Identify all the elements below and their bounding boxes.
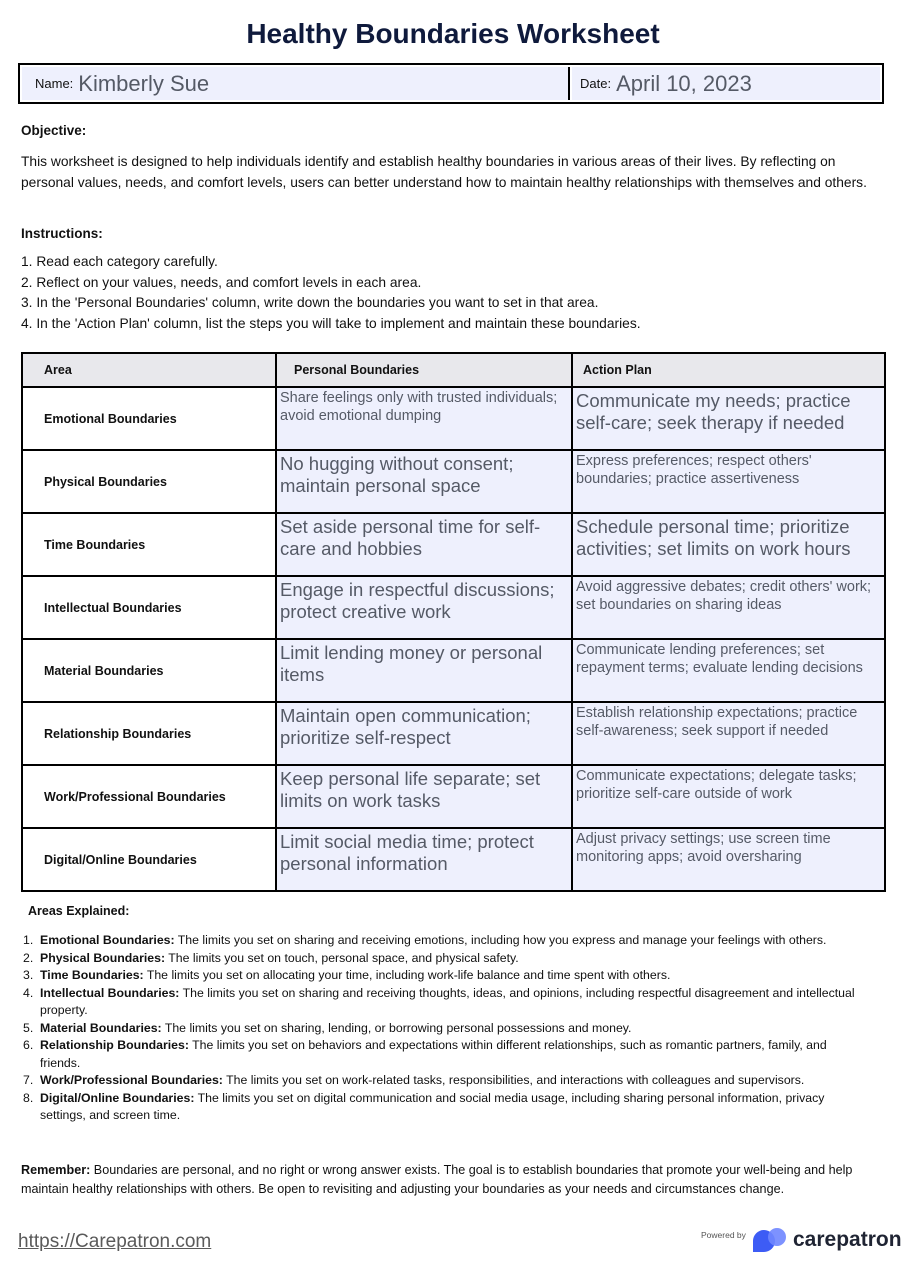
area-cell: Work/Professional Boundaries (22, 765, 276, 828)
personal-boundaries-cell[interactable]: No hugging without consent; maintain personal space (276, 450, 572, 513)
areas-explained-list (23, 932, 870, 1125)
list-item (23, 985, 870, 1020)
instruction-item: 2. Reflect on your values, needs, and comfort levels in each area. (21, 274, 422, 290)
instructions-list (21, 252, 641, 335)
list-number: 4. (23, 985, 34, 1000)
action-plan-cell[interactable]: Establish relationship expectations; practice self-awareness; seek support if needed (572, 702, 885, 765)
date-label: Date: (580, 76, 612, 91)
area-cell: Physical Boundaries (22, 450, 276, 513)
term: Emotional Boundaries: (40, 933, 175, 947)
list-item (23, 1090, 870, 1125)
action-plan-cell[interactable]: Avoid aggressive debates; credit others' work; set boundaries on sharing ideas (572, 576, 885, 639)
definition: The limits you set on sharing and receiving emotions, including how you express and manage your feelings with others. (174, 933, 827, 947)
list-number: 7. (23, 1073, 34, 1087)
definition: The limits you set on touch, personal space, and physical safety. (165, 950, 519, 965)
instructions-heading: Instructions: (21, 226, 103, 241)
list-item (23, 1037, 870, 1072)
list-number: 2. (23, 950, 34, 965)
remember-label: Remember: (21, 1163, 91, 1177)
action-plan-cell[interactable]: Schedule personal time; prioritize activities; set limits on work hours (572, 513, 885, 576)
carepatron-logo[interactable] (752, 1226, 902, 1254)
term: Time Boundaries: (40, 968, 144, 982)
list-number: 5. (23, 1020, 34, 1035)
action-plan-cell[interactable]: Communicate expectations; delegate tasks; prioritize self-care outside of work (572, 765, 885, 828)
header-action-plan: Action Plan (572, 353, 885, 387)
personal-boundaries-cell[interactable]: Maintain open communication; prioritize self-respect (276, 702, 572, 765)
list-item (23, 1072, 870, 1090)
personal-boundaries-cell[interactable]: Share feelings only with trusted individuals; avoid emotional dumping (276, 387, 572, 450)
table-row (22, 513, 885, 576)
objective-text: This worksheet is designed to help individuals identify and establish healthy boundaries in various areas of their lives. By reflecting on personal values, needs, and comfort levels, users can better understand how to maintain healthy relationships with themselves and others. (21, 154, 867, 190)
table-row (22, 450, 885, 513)
area-cell: Intellectual Boundaries (22, 576, 276, 639)
list-number: 1. (23, 933, 34, 947)
header-personal-boundaries: Personal Boundaries (276, 353, 572, 387)
carepatron-logo-icon (752, 1226, 790, 1254)
table-row (22, 702, 885, 765)
header-area: Area (22, 353, 276, 387)
table-row (22, 639, 885, 702)
list-number: 8. (23, 1090, 34, 1105)
definition: The limits you set on sharing, lending, or borrowing personal possessions and money. (161, 1020, 632, 1035)
personal-boundaries-cell[interactable]: Keep personal life separate; set limits on work tasks (276, 765, 572, 828)
table-header-row (22, 353, 885, 387)
term: Relationship Boundaries: (40, 1038, 189, 1052)
table-row (22, 765, 885, 828)
remember-text: Boundaries are personal, and no right or wrong answer exists. The goal is to establish boundaries that promote your well-being and help maintain healthy relationships with others. Be open to revisiting and adjusting your boundaries as your needs and circumstances change. (21, 1163, 853, 1196)
area-cell: Time Boundaries (22, 513, 276, 576)
table-row (22, 828, 885, 891)
date-field[interactable] (572, 67, 880, 100)
powered-by-label: Powered by (701, 1230, 746, 1240)
list-item (23, 1020, 870, 1038)
action-plan-cell[interactable]: Communicate lending preferences; set repayment terms; evaluate lending decisions (572, 639, 885, 702)
table-row (22, 387, 885, 450)
name-field[interactable] (22, 67, 570, 100)
action-plan-cell[interactable]: Communicate my needs; practice self-care; seek therapy if needed (572, 387, 885, 450)
definition: The limits you set on sharing and receiving thoughts, ideas, and opinions, including respectful disagreement and intellectual property. (40, 985, 855, 1017)
name-label: Name: (35, 76, 74, 91)
list-item (23, 967, 870, 985)
instruction-item: 1. Read each category carefully. (21, 254, 218, 269)
instruction-item: 4. In the 'Action Plan' column, list the steps you will take to implement and maintain these boundaries. (21, 316, 641, 332)
list-item (23, 950, 870, 968)
definition: The limits you set on allocating your time, including work-life balance and time spent with others. (143, 968, 671, 982)
term: Digital/Online Boundaries: (40, 1090, 195, 1105)
remember-note (21, 1161, 887, 1198)
areas-explained-heading: Areas Explained: (28, 904, 130, 918)
term: Work/Professional Boundaries: (40, 1073, 223, 1087)
name-date-bar (18, 63, 884, 104)
carepatron-link[interactable]: https://Carepatron.com (18, 1231, 212, 1252)
term: Material Boundaries: (40, 1020, 162, 1035)
area-cell: Digital/Online Boundaries (22, 828, 276, 891)
definition: The limits you set on digital communication and social media usage, including sharing personal information, privacy settings, and screen time. (40, 1090, 825, 1122)
page-title: Healthy Boundaries Worksheet (246, 18, 660, 49)
carepatron-brand: carepatron (793, 1228, 902, 1251)
boundaries-table (21, 352, 886, 892)
list-number: 3. (23, 968, 34, 982)
area-cell: Emotional Boundaries (22, 387, 276, 450)
instruction-item: 3. In the 'Personal Boundaries' column, write down the boundaries you want to set in that area. (21, 295, 599, 311)
personal-boundaries-cell[interactable]: Set aside personal time for self-care and hobbies (276, 513, 572, 576)
objective-heading: Objective: (21, 123, 87, 138)
personal-boundaries-cell[interactable]: Limit social media time; protect personal information (276, 828, 572, 891)
personal-boundaries-cell[interactable]: Limit lending money or personal items (276, 639, 572, 702)
list-number: 6. (23, 1038, 34, 1052)
date-value[interactable]: April 10, 2023 (616, 70, 752, 96)
list-item (23, 932, 870, 950)
action-plan-cell[interactable]: Adjust privacy settings; use screen time monitoring apps; avoid oversharing (572, 828, 885, 891)
personal-boundaries-cell[interactable]: Engage in respectful discussions; protect creative work (276, 576, 572, 639)
definition: The limits you set on work-related tasks, responsibilities, and interactions with colleagues and supervisors. (222, 1073, 805, 1087)
area-cell: Relationship Boundaries (22, 702, 276, 765)
term: Physical Boundaries: (40, 950, 166, 965)
area-cell: Material Boundaries (22, 639, 276, 702)
action-plan-cell[interactable]: Express preferences; respect others' boundaries; practice assertiveness (572, 450, 885, 513)
table-row (22, 576, 885, 639)
definition: The limits you set on behaviors and expectations within different relationships, such as romantic partners, family, and friends. (40, 1038, 827, 1070)
name-value[interactable]: Kimberly Sue (78, 70, 210, 96)
term: Intellectual Boundaries: (40, 985, 180, 1000)
